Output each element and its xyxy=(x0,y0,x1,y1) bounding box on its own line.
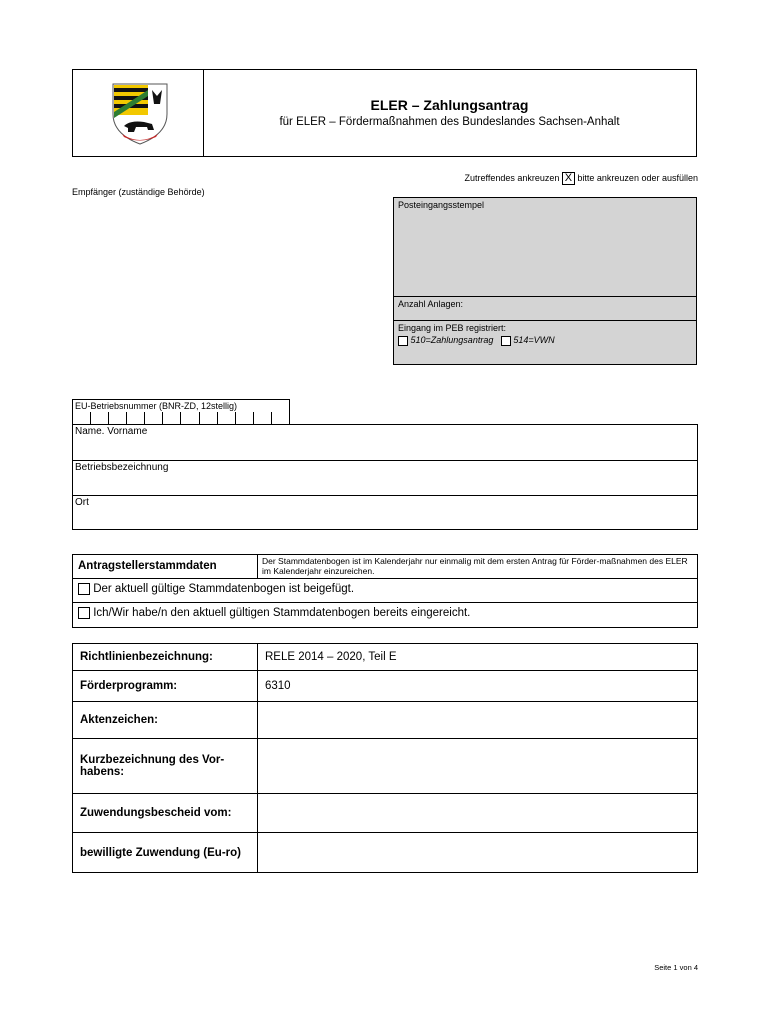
bnr-digit[interactable] xyxy=(144,412,162,424)
instruction-prefix: Zutreffendes ankreuzen xyxy=(464,172,560,183)
option-submitted-checkbox[interactable] xyxy=(78,607,90,619)
name-label: Name. Vorname xyxy=(75,426,148,437)
name-field[interactable] xyxy=(73,425,697,460)
option-514-label: 514=VWN xyxy=(513,335,555,345)
row-value[interactable]: 6310 xyxy=(258,671,698,702)
recipient-label: Empfänger (zuständige Behörde) xyxy=(72,187,205,197)
bnr-digit[interactable] xyxy=(162,412,180,424)
bnr-digit[interactable] xyxy=(180,412,198,424)
table-row xyxy=(73,671,698,702)
coat-of-arms-icon xyxy=(110,82,170,146)
logo-cell xyxy=(73,70,204,156)
option-510-label: 510=Zahlungsantrag xyxy=(410,335,494,345)
option-attached-checkbox[interactable] xyxy=(78,583,90,595)
table-row xyxy=(73,702,698,739)
registration-label: Eingang im PEB registriert: xyxy=(398,323,507,333)
bnr-digit[interactable] xyxy=(108,412,126,424)
row-value[interactable] xyxy=(258,794,698,833)
row-label: Richtlinienbezeichnung: xyxy=(73,644,258,671)
instruction-line xyxy=(393,172,698,185)
bnr-digit[interactable] xyxy=(199,412,217,424)
place-label: Ort xyxy=(75,497,89,508)
example-checked-checkbox: X xyxy=(562,172,575,185)
page-number: Seite 1 von 4 xyxy=(654,963,698,972)
office-use-box xyxy=(393,197,697,365)
stamp-label: Posteingangsstempel xyxy=(398,200,485,210)
form-title: ELER – Zahlungsantrag xyxy=(370,97,529,113)
row-label: Förderprogramm: xyxy=(73,671,258,702)
attachments-label: Anzahl Anlagen: xyxy=(398,299,464,309)
bnr-digit[interactable] xyxy=(271,412,290,424)
row-value[interactable] xyxy=(258,702,698,739)
program-table xyxy=(72,643,698,873)
business-label: Betriebsbezeichnung xyxy=(75,462,169,473)
master-data-option-submitted[interactable] xyxy=(73,603,697,627)
master-data-heading: Antragstellerstammdaten xyxy=(73,555,258,579)
place-field[interactable] xyxy=(73,495,697,530)
form-header xyxy=(72,69,697,157)
applicant-block xyxy=(72,424,698,530)
bnr-digit[interactable] xyxy=(235,412,253,424)
row-label: Zuwendungsbescheid vom: xyxy=(73,794,258,833)
row-label: bewilligte Zuwendung (Eu-ro) xyxy=(73,833,258,873)
option-attached-label: Der aktuell gültige Stammdatenbogen ist beigefügt. xyxy=(93,583,355,596)
table-row xyxy=(73,739,698,794)
table-row xyxy=(73,833,698,873)
row-value[interactable] xyxy=(258,739,698,794)
form-subtitle: für ELER – Fördermaßnahmen des Bundeslandes Sachsen-Anhalt xyxy=(279,116,620,128)
bnr-digit[interactable] xyxy=(72,412,90,424)
option-submitted-label: Ich/Wir habe/n den aktuell gültigen Stammdatenbogen bereits eingereicht. xyxy=(93,607,471,620)
master-data-note: Der Stammdatenbogen ist im Kalenderjahr nur einmalig mit dem ersten Antrag für Förder-maßnahmen des ELER im Kalenderjahr einzureichen. xyxy=(258,555,697,579)
registration-section xyxy=(394,321,696,365)
bnr-digit[interactable] xyxy=(126,412,144,424)
row-label: Kurzbezeichnung des Vor-habens: xyxy=(73,739,258,794)
master-data-block xyxy=(72,554,698,628)
table-row xyxy=(73,644,698,671)
bnr-digit[interactable] xyxy=(90,412,108,424)
master-data-option-attached[interactable] xyxy=(73,579,697,603)
option-514-checkbox[interactable] xyxy=(501,336,511,346)
option-510-checkbox[interactable] xyxy=(398,336,408,346)
bnr-digit-cells[interactable] xyxy=(72,412,290,424)
attachments-section[interactable] xyxy=(394,297,696,321)
table-row xyxy=(73,794,698,833)
business-field[interactable] xyxy=(73,460,697,495)
bnr-digit[interactable] xyxy=(217,412,235,424)
stamp-section xyxy=(394,198,696,297)
row-value[interactable] xyxy=(258,833,698,873)
bnr-digit[interactable] xyxy=(253,412,271,424)
bnr-label: EU-Betriebsnummer (BNR-ZD, 12stellig) xyxy=(72,399,290,412)
row-value[interactable]: RELE 2014 – 2020, Teil E xyxy=(258,644,698,671)
instruction-suffix: bitte ankreuzen oder ausfüllen xyxy=(577,172,698,183)
row-label: Aktenzeichen: xyxy=(73,702,258,739)
